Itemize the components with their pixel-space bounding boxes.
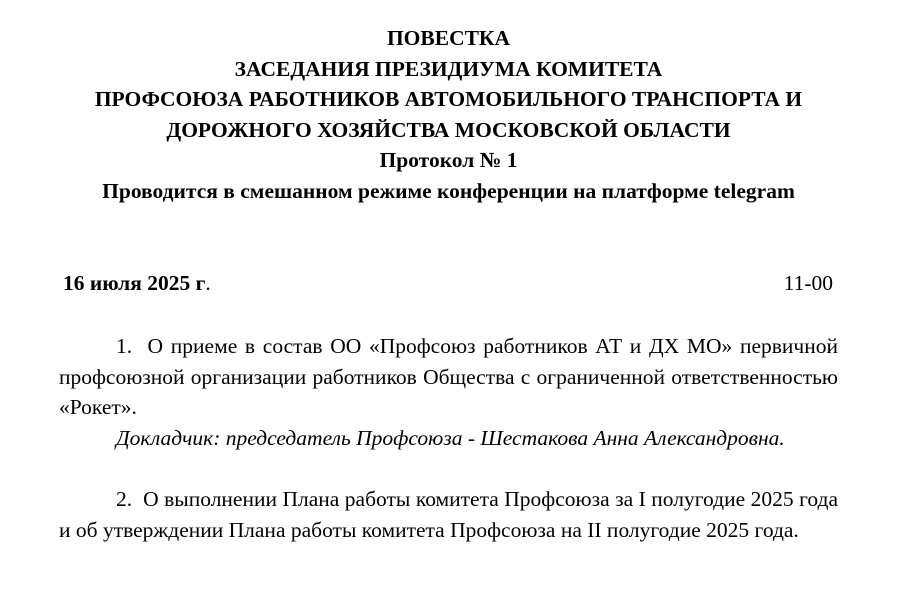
meeting-format: Проводится в смешанном режиме конференции на платформе telegram (102, 178, 795, 203)
agenda-item-speaker: Докладчик: председатель Профсоюза - Шестакова Анна Александровна. (116, 425, 785, 450)
meeting-date-suffix: . (205, 271, 211, 295)
agenda-item (59, 331, 838, 453)
agenda-item-text (59, 484, 838, 545)
header-title: ПОВЕСТКА (386, 26, 511, 50)
agenda-item-number: 1. (116, 334, 133, 358)
agenda-item-body: О выполнении Плана работы комитета Профсоюза за I полугодие 2025 года и об утверждении Плана работы комитета Профсоюза на II полугодие 2025 года. (59, 487, 839, 542)
header-line-region: ДОРОЖНОГО ХОЗЯЙСТВА МОСКОВСКОЙ ОБЛАСТИ (166, 117, 731, 142)
meeting-date: 16 июля 2025 г (63, 271, 206, 295)
header-line-meeting: ЗАСЕДАНИЯ ПРЕЗИДИУМА КОМИТЕТА (234, 56, 663, 81)
meeting-time: 11-00 (783, 271, 833, 295)
date-time-line (63, 268, 833, 298)
document-header (0, 23, 897, 206)
header-line-union: ПРОФСОЮЗА РАБОТНИКОВ АВТОМОБИЛЬНОГО ТРАНСПОРТА И (94, 87, 803, 111)
agenda-item (59, 484, 838, 545)
protocol-number: Протокол № 1 (379, 148, 518, 172)
agenda-item-text (59, 331, 838, 423)
agenda-list (59, 331, 838, 545)
agenda-item-number: 2. (116, 487, 133, 511)
agenda-item-body: О приеме в состав ОО «Профсоюз работников АТ и ДХ МО» первичной профсоюзной организации работников Общества с ограниченной ответственностью «Рокет». (59, 334, 839, 419)
